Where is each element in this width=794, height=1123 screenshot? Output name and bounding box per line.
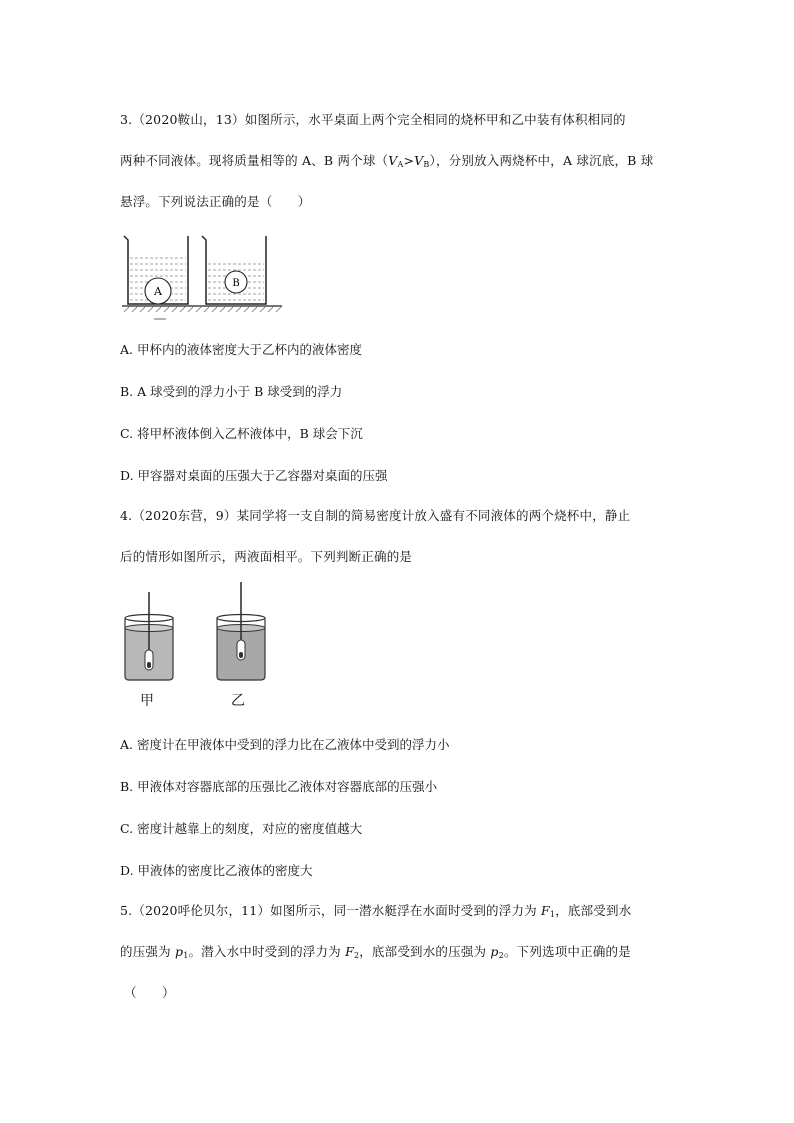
q5-stem-line-2-text-b: 。潜入水中时受到的浮力为: [188, 944, 346, 959]
q5-stem-line-2-text-c: ，底部受到水的压强为: [359, 944, 491, 959]
p1-symbol: p: [174, 944, 184, 959]
hydrometer-beaker-yi: [217, 582, 265, 680]
f1-subscript: 1: [549, 910, 556, 919]
p1-subscript: 1: [183, 951, 189, 960]
f2-symbol: F: [345, 944, 354, 959]
q5-stem-line-1-text-a: 5.（2020呼伦贝尔，11）如图所示，同一潜水艇浮在水面时受到的浮力为: [120, 903, 542, 918]
beaker-yi: [202, 236, 266, 304]
q3-stem-line-2-text-a: 两种不同液体。现将质量相等的 A、B 两个球（: [120, 153, 389, 168]
q3-option-c[interactable]: C. 将甲杯液体倒入乙杯液体中，B 球会下沉: [120, 426, 363, 441]
q5-stem-line-1: [120, 901, 631, 919]
f2-subscript: 2: [353, 951, 360, 960]
q4-stem-line-1: 4.（2020东营，9）某同学将一支自制的简易密度计放入盛有不同液体的两个烧杯中，静止: [120, 508, 631, 523]
q3-beakers-figure: [118, 232, 284, 322]
ball-a-label: A: [154, 285, 162, 298]
p2-symbol: p: [490, 944, 499, 959]
q3-stem-line-2-text-b: ），分别放入两烧杯中，A 球沉底，B 球: [429, 153, 654, 168]
f1-symbol: F: [541, 903, 550, 918]
label-jia: 甲: [140, 693, 154, 709]
vb-symbol: V: [414, 153, 424, 168]
q3-option-a[interactable]: A. 甲杯内的液体密度大于乙杯内的液体密度: [120, 342, 362, 357]
label-yi: 乙: [231, 693, 245, 709]
va-symbol: V: [388, 153, 398, 168]
hydrometer-beaker-jia: [125, 592, 173, 680]
q4-stem-line-2: 后的情形如图所示，两液面相平。下列判断正确的是: [120, 549, 413, 564]
p2-subscript: 2: [498, 951, 504, 960]
q3-stem-line-3: 悬浮。下列说法正确的是（ ）: [120, 194, 311, 209]
q3-stem-line-1: 3.（2020鞍山，13）如图所示，水平桌面上两个完全相同的烧杯甲和乙中装有体积相同的: [120, 112, 626, 127]
q3-option-d[interactable]: D. 甲容器对桌面的压强大于乙容器对桌面的压强: [120, 468, 388, 483]
q5-stem-line-1-text-b: ，底部受到水: [555, 903, 632, 918]
q4-option-d[interactable]: D. 甲液体的密度比乙液体的密度大: [120, 863, 313, 878]
vb-subscript: B: [423, 160, 430, 169]
q3-stem-line-2: [120, 151, 653, 169]
q5-stem-line-2: [120, 942, 631, 960]
ball-b-label: B: [232, 278, 240, 289]
beaker-jia: [124, 236, 188, 304]
va-subscript: A: [397, 160, 404, 169]
q5-stem-line-2-text-a: 的压强为: [120, 944, 175, 959]
q4-hydrometer-figure: [118, 580, 268, 690]
q5-stem-line-2-text-d: 。下列选项中正确的是: [503, 944, 631, 959]
greater-than-sign: >: [403, 153, 415, 168]
q4-option-b[interactable]: B. 甲液体对容器底部的压强比乙液体对容器底部的压强小: [120, 779, 438, 794]
q4-option-a[interactable]: A. 密度计在甲液体中受到的浮力比在乙液体中受到的浮力小: [120, 737, 450, 752]
q5-stem-line-3: （ ）: [124, 985, 175, 1000]
q3-option-b[interactable]: B. A 球受到的浮力小于 B 球受到的浮力: [120, 384, 343, 399]
q4-option-c[interactable]: C. 密度计越靠上的刻度，对应的密度值越大: [120, 821, 363, 836]
